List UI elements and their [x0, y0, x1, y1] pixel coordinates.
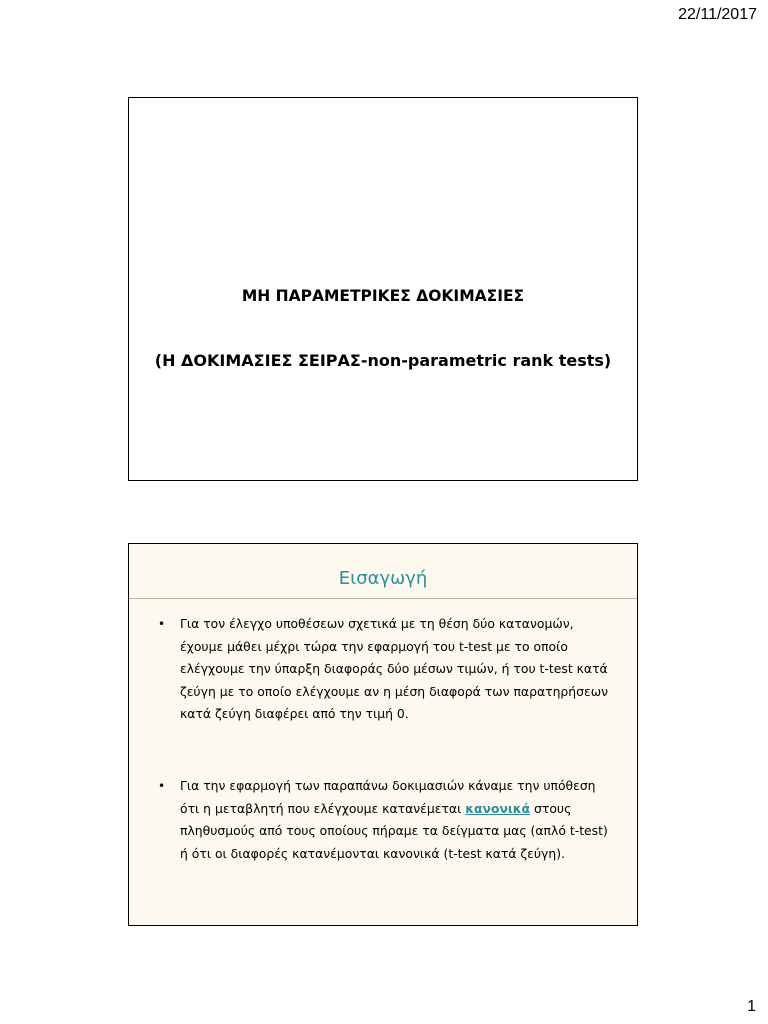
- slide-1-subtitle: (Η ΔΟΚΙΜΑΣΙΕΣ ΣΕΙΡΑΣ-non-parametric rank tests): [154, 351, 612, 370]
- slide-2: [128, 543, 638, 926]
- bullet-item: [158, 613, 617, 726]
- slide-1: [128, 97, 638, 481]
- page-date: 22/11/2017: [678, 6, 757, 23]
- bullet-item: [158, 775, 617, 865]
- bullet-icon: •: [158, 617, 166, 631]
- slide-1-title: ΜΗ ΠΑΡΑΜΕΤΡΙΚΕΣ ΔΟΚΙΜΑΣΙΕΣ: [241, 287, 525, 305]
- bullet-text: Για τον έλεγχο υποθέσεων σχετικά με τη θέση δύο κατανομών, έχουμε μάθει μέχρι τώρα την εφαρμογή του t-test με το οποίο ελέγχουμε την ύπαρξη διαφοράς δύο μέσων τιμών, ή του t-test κατά ζεύγη με το οποίο ελέγχουμε αν η μέση διαφορά των παρατηρήσεων κατά ζεύγη διαφέρει από την τιμή 0.: [180, 616, 608, 722]
- slide-2-header: [129, 544, 637, 599]
- slide-2-body: [129, 599, 637, 925]
- page-number: 1: [747, 998, 756, 1015]
- bullet-text-part: στους πληθυσμούς από τους οποίους πήραμε τα δείγματα μας (απλό t-test) ή ότι οι διαφορές κατανέμονται κανονικά (t-test κατά ζεύγη).: [180, 800, 608, 861]
- bullet-text-part: Για την εφαρμογή των παραπάνω δοκιμασιών κάναμε την υπόθεση ότι η μεταβλητή που ελέγχουμε κατανέμεται: [180, 778, 596, 816]
- bullet-icon: •: [158, 779, 166, 793]
- kanonika-link[interactable]: κανονικά: [465, 800, 531, 816]
- slide-2-title: Εισαγωγή: [338, 568, 428, 589]
